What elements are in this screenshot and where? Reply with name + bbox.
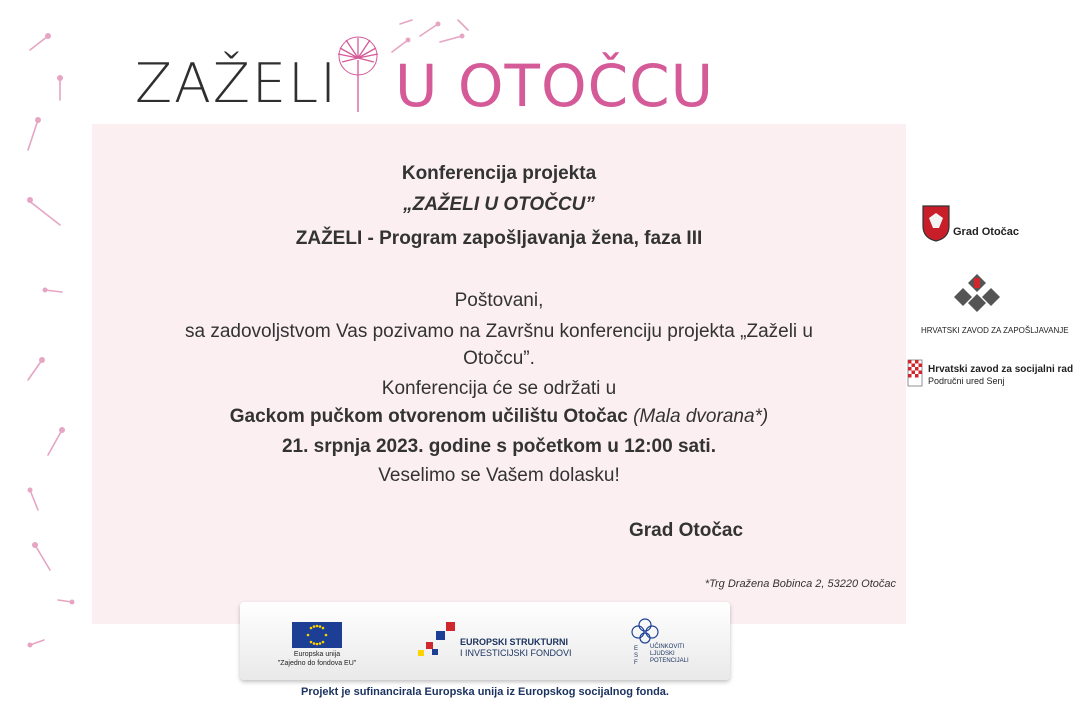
conference-heading: Konferencija projekta <box>401 163 597 184</box>
dandelion-flower-icon <box>338 37 378 112</box>
ljp-line-3: POTENCIJALI <box>650 658 689 664</box>
closing-line: Veselimo se Vašem dolasku! <box>378 465 620 486</box>
project-name-heading: „ZAŽELI U OTOČCU” <box>403 194 595 215</box>
signature: Grad Otočac <box>629 520 744 541</box>
eu-funding-banner <box>240 602 730 680</box>
eu-slogan: "Zajedno do fondova EU" <box>277 660 357 667</box>
eu-label: Europska unija <box>293 651 341 658</box>
esf-letters: E S F <box>634 646 639 666</box>
hzsr-label: Hrvatski zavod za socijalni rad <box>928 364 1074 375</box>
invitation-body-line-2: Otočcu”. <box>463 348 535 369</box>
date-line: 21. srpnja 2023. godine s početkom u 12:00 sati. <box>281 436 716 457</box>
invitation-body-line-1: sa zadovoljstvom Vas pozivamo na Završnu konferenciju projekta „Zaželi u <box>185 321 813 342</box>
venue-address-footnote: *Trg Dražena Bobinca 2, 53220 Otočac <box>704 578 896 590</box>
grad-otocac-label: Grad Otočac <box>953 226 1020 238</box>
ljp-line-2: LJUDSKI <box>650 651 675 657</box>
program-heading: ZAŽELI - Program zapošljavanja žena, faza III <box>295 228 703 249</box>
eu-flag-icon <box>292 622 342 648</box>
hzsr-office-label: Područni ured Senj <box>928 376 1005 386</box>
grad-otocac-coat-of-arms-icon <box>921 204 951 242</box>
logo-text-u-otocu: U OTOČCU <box>395 52 715 120</box>
esif-label-line-2: I INVESTICIJSKI FONDOVI <box>460 648 572 658</box>
venue-name: Gackom pučkom otvorenom učilištu Otočac <box>229 406 628 427</box>
invitation-body-line-3: Konferencija će se održati u <box>381 378 617 399</box>
greeting-text: Poštovani, <box>454 290 544 311</box>
hzz-label: HRVATSKI ZAVOD ZA ZAPOŠLJAVANJE <box>921 326 1069 335</box>
ljp-line-1: UČINKOVITI <box>650 644 685 650</box>
hzz-logo-icon <box>948 272 1006 316</box>
croatian-coat-of-arms-icon <box>907 356 923 388</box>
logo-text-zazeli: ZAŽELI <box>135 52 339 115</box>
venue-room: (Mala dvorana*) <box>633 406 769 427</box>
venue-line <box>92 405 906 429</box>
funding-note: Projekt je sufinancirala Europska unija iz Europskog socijalnog fonda. <box>301 686 669 698</box>
esif-label-line-1: EUROPSKI STRUKTURNI <box>460 637 569 647</box>
esf-flower-icon <box>628 616 662 646</box>
